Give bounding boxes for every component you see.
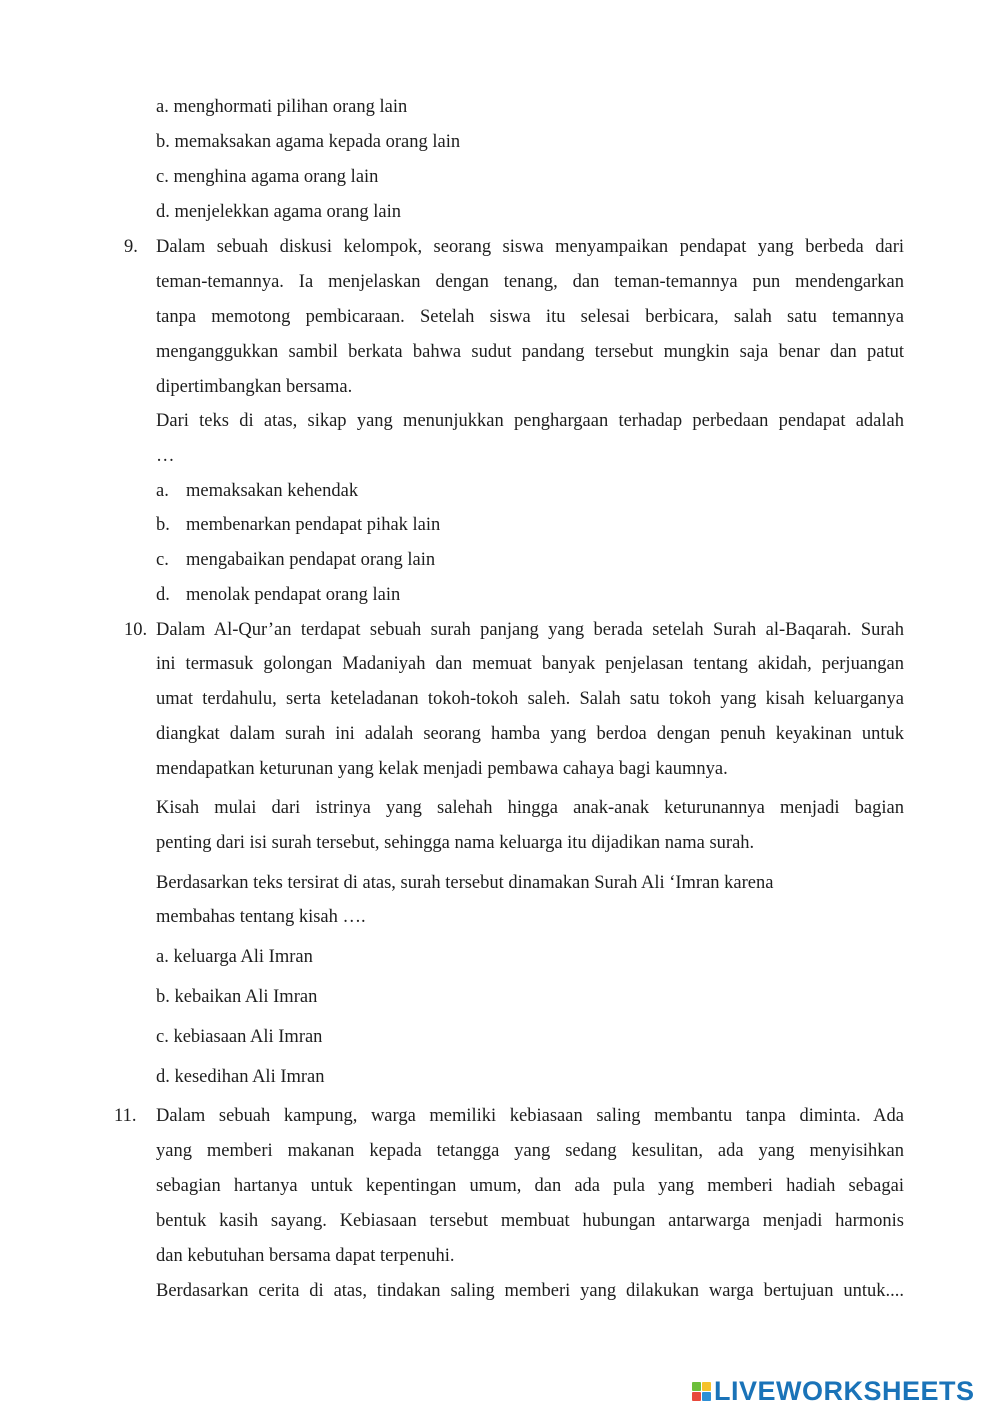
q11-question: Berdasarkan cerita di atas, tindakan saling memberi yang dilakukan warga bertujuan untuk.... [156, 1281, 904, 1301]
q9-text-line: teman-temannya. Ia menjelaskan dengan tenang, dan teman-temannya pun mendengarkan [156, 272, 904, 292]
q8-option-d: d. menjelekkan agama orang lain [156, 202, 402, 222]
q11-text-line: Dalam sebuah kampung, warga memiliki kebiasaan saling membantu tanpa diminta. Ada [156, 1106, 904, 1126]
q9-option-a-text: memaksakan kehendak [186, 481, 359, 501]
q8-option-b: b. memaksakan agama kepada orang lain [156, 132, 461, 152]
q8-option-c: c. menghina agama orang lain [156, 167, 379, 187]
q10-text-line: diangkat dalam surah ini adalah seorang hamba yang berdoa dengan penuh keyakinan untuk [156, 724, 904, 744]
q10-number: 10. [124, 620, 148, 640]
liveworksheets-logo-icon [692, 1382, 711, 1401]
logo-text: LIVEWORKSHEETS [714, 1375, 975, 1406]
q9-number: 9. [124, 237, 138, 257]
q9-option-b-letter: b. [156, 515, 170, 535]
q10-text-line: umat terdahulu, serta keteladanan tokoh-tokoh saleh. Salah satu tokoh yang kisah keluarganya [156, 689, 904, 709]
q10-option-a: a. keluarga Ali Imran [156, 947, 313, 967]
q11-text-line: bentuk kasih sayang. Kebiasaan tersebut membuat hubungan antarwarga menjadi harmonis [156, 1211, 904, 1231]
q10-text-line: ini termasuk golongan Madaniyah dan memuat banyak penjelasan tentang akidah, perjuangan [156, 654, 904, 674]
q10-question-line: Berdasarkan teks tersirat di atas, surah tersebut dinamakan Surah Ali ‘Imran karena [156, 873, 774, 893]
q10-paragraph2-line: penting dari isi surah tersebut, sehingga nama keluarga itu dijadikan nama surah. [156, 833, 755, 853]
q10-option-d: d. kesedihan Ali Imran [156, 1067, 325, 1087]
q10-question-line: membahas tentang kisah …. [156, 907, 366, 927]
q9-option-c-text: mengabaikan pendapat orang lain [186, 550, 436, 570]
q9-question-line: Dari teks di atas, sikap yang menunjukkan penghargaan terhadap perbedaan pendapat adalah [156, 411, 904, 431]
q11-number: 11. [114, 1106, 137, 1126]
q9-option-a-letter: a. [156, 481, 169, 501]
q9-text-line: Dalam sebuah diskusi kelompok, seorang siswa menyampaikan pendapat yang berbeda dari [156, 237, 904, 257]
q10-option-c: c. kebiasaan Ali Imran [156, 1027, 323, 1047]
q11-text-line: yang memberi makanan kepada tetangga yang sedang kesulitan, ada yang menyisihkan [156, 1141, 904, 1161]
q10-option-b: b. kebaikan Ali Imran [156, 987, 318, 1007]
q9-option-c-letter: c. [156, 550, 169, 570]
q9-option-d-letter: d. [156, 585, 170, 605]
q10-text-line: Dalam Al-Qur’an terdapat sebuah surah panjang yang berada setelah Surah al-Baqarah. Surah [156, 620, 904, 640]
q9-text-line: dipertimbangkan bersama. [156, 377, 353, 397]
q11-text-line: sebagian hartanya untuk kepentingan umum, dan ada pula yang memberi hadiah sebagai [156, 1176, 904, 1196]
q11-text-line: dan kebutuhan bersama dapat terpenuhi. [156, 1246, 455, 1266]
q9-option-b-text: membenarkan pendapat pihak lain [186, 515, 441, 535]
q10-text-line: mendapatkan keturunan yang kelak menjadi pembawa cahaya bagi kaumnya. [156, 759, 728, 779]
liveworksheets-logo [692, 1376, 975, 1406]
q9-question-line: … [156, 446, 175, 466]
q9-text-line: tanpa memotong pembicaraan. Setelah siswa itu selesai berbicara, salah satu temannya [156, 307, 904, 327]
q9-text-line: menganggukkan sambil berkata bahwa sudut pandang tersebut mungkin saja benar dan patut [156, 342, 904, 362]
q9-option-d-text: menolak pendapat orang lain [186, 585, 401, 605]
q10-paragraph2-line: Kisah mulai dari istrinya yang salehah hingga anak-anak keturunannya menjadi bagian [156, 798, 904, 818]
q8-option-a: a. menghormati pilihan orang lain [156, 97, 408, 117]
